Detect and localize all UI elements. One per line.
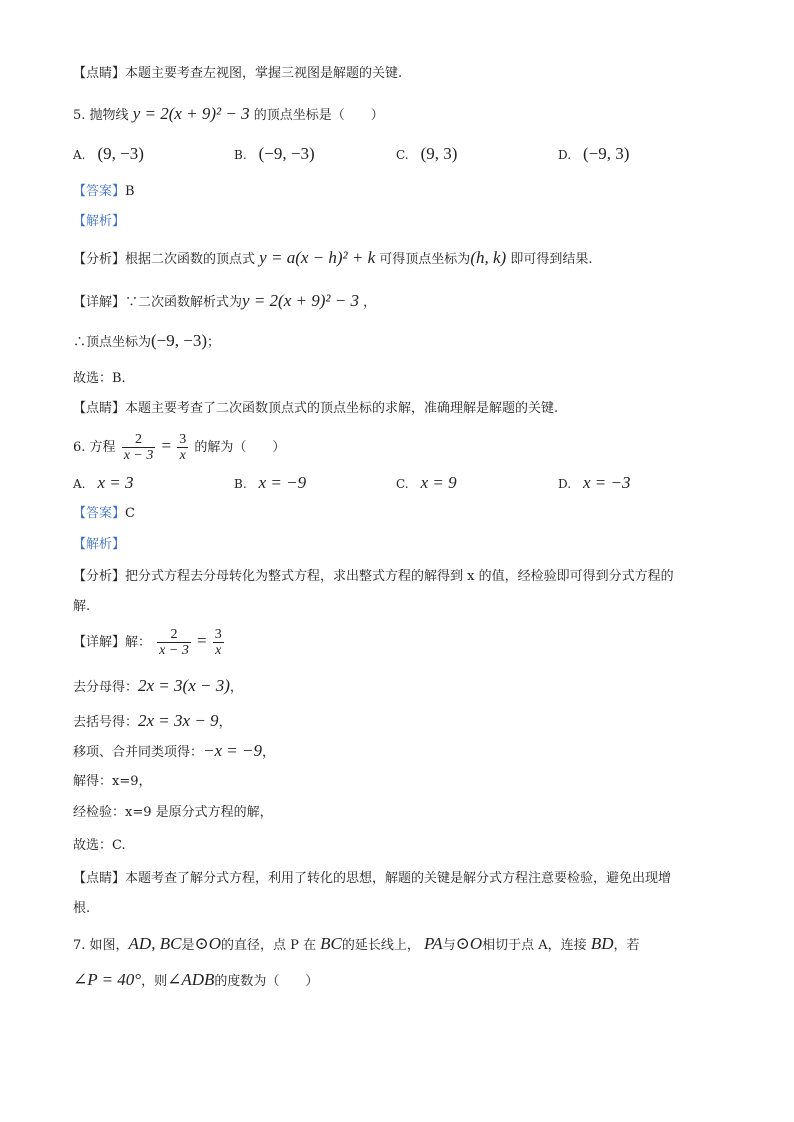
q6-answer: 【答案】C [73, 506, 135, 521]
q6-remark: 【点睛】本题考查了解分式方程，利用了转化的思想，解题的关键是解分式方程注意要检验，避免出现增 [73, 871, 672, 886]
q5-detail: 【详解】∵二次函数解析式为y = 2(x + 9)² − 3 ， [73, 291, 377, 310]
q5-option-c: C. (9, 3) [396, 144, 458, 163]
q6-remark-cont: 根. [73, 901, 91, 916]
q6-choose: 故选：C. [73, 838, 126, 853]
q6-option-c: C. x = 9 [396, 473, 457, 492]
q6-step-4: 解得：x=9， [73, 774, 152, 789]
q6-option-b: B. x = −9 [234, 473, 307, 492]
q5-option-b: B. (−9, −3) [234, 144, 315, 163]
q6-fraction-right: $\frac{3}{x}$ [179, 432, 187, 463]
q6-detail-fraction-left: $\frac{2}{x - 3}$ [159, 627, 189, 658]
q6-option-d: D. x = −3 [558, 473, 631, 492]
remark-q4: 【点睛】本题主要考查左视图，掌握三视图是解题的关键. [73, 66, 403, 81]
q6-fenxi-cont: 解. [73, 599, 91, 614]
q6-fenxi: 【分析】把分式方程去分母转化为整式方程，求出整式方程的解得到 x 的值，经检验即可得到分式方程的 [73, 569, 674, 584]
q6-detail: 【详解】解： $\frac{2}{x - 3}$ = $\frac{3}{x}$ [73, 627, 222, 658]
q6-analysis-heading: 【解析】 [73, 537, 126, 552]
q6-option-a: A. x = 3 [73, 473, 134, 492]
q6-step-1: 去分母得：2x = 3(x − 3)， [73, 676, 243, 695]
q5-analysis-heading: 【解析】 [73, 214, 126, 229]
question-5-stem: 5. 抛物线 y = 2(x + 9)² − 3 的顶点坐标是（ ） [73, 104, 384, 123]
q5-option-d: D. (−9, 3) [558, 144, 630, 163]
q6-fraction-left: $\frac{2}{x - 3}$ [123, 432, 154, 463]
q5-choose: 故选：B. [73, 371, 126, 386]
question-6-stem: 6. 方程 $\frac{2}{x - 3}$ = $\frac{3}{x}$ 的解为（ ） [73, 432, 286, 463]
q5-answer: 【答案】B [73, 184, 135, 199]
q5-remark: 【点睛】本题主要考查了二次函数顶点式的顶点坐标的求解，准确理解是解题的关键. [73, 401, 559, 416]
q5-vertex: ∴顶点坐标为(−9, −3)； [73, 331, 221, 350]
q5-option-a: A. (9, −3) [73, 144, 144, 163]
q6-detail-fraction-right: $\frac{3}{x}$ [214, 627, 222, 658]
q6-step-5: 经检验：x=9 是原分式方程的解， [73, 805, 273, 820]
question-7-stem-cont: ∠P = 40°，则∠ADB的度数为（ ） [73, 970, 319, 989]
q5-fenxi: 【分析】根据二次函数的顶点式 y = a(x − h)² + k 可得顶点坐标为(h, k) 即可得到结果. [73, 248, 593, 267]
q6-step-3: 移项、合并同类项得：−x = −9， [73, 741, 275, 760]
question-7-stem: 7. 如图，AD, BC是⊙O的直径，点 P 在 BC的延长线上， PA与⊙O相切于点 A，连接 BD，若 [73, 934, 640, 953]
q6-step-2: 去括号得：2x = 3x − 9， [73, 711, 232, 730]
